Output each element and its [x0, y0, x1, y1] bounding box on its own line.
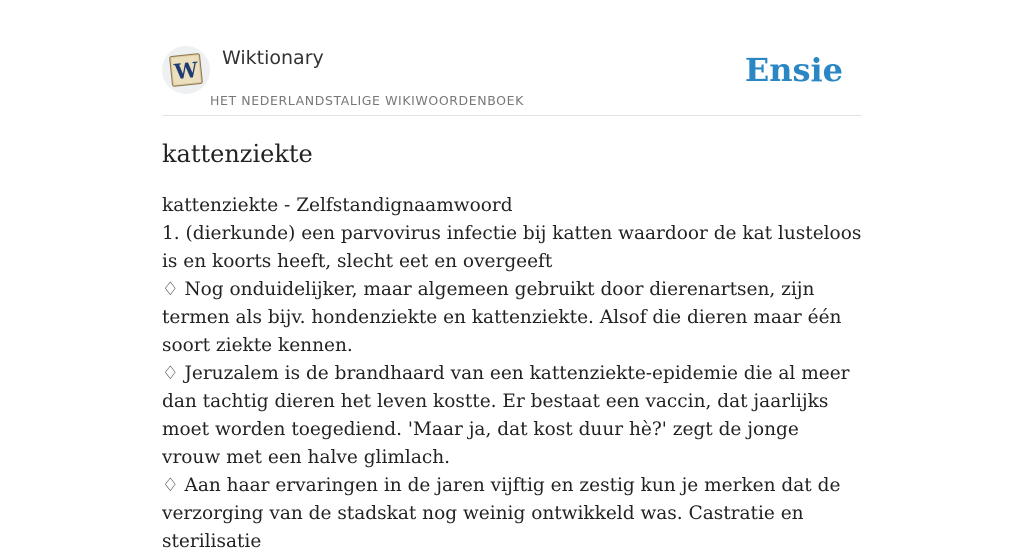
page-title: kattenziekte — [162, 140, 313, 168]
site-subtitle: HET NEDERLANDSTALIGE WIKIWOORDENBOEK — [210, 93, 524, 108]
page — [162, 0, 862, 552]
example-sentence: ♢ Aan haar ervaringen in de jaren vijftig en zestig kun je merken dat de verzorging van de stadskat nog weinig ontwikkeld was. Castratie en sterilisatie — [162, 475, 841, 552]
brand-logo[interactable]: Ensie — [744, 51, 843, 89]
example-sentence: ♢ Jeruzalem is de brandhaard van een kattenziekte-epidemie die al meer dan tachtig dieren het leven kostte. Er bestaat een vaccin, dat jaarlijks moet worden toegediend. 'Maar ja, dat kost duur hè?' zegt de jonge vrouw met een halve glimlach. — [162, 363, 850, 468]
wiktionary-w-tile-icon — [162, 46, 210, 94]
example-sentence: ♢ Nog onduidelijker, maar algemeen gebruikt door dierenartsen, zijn termen als bijv. hondenziekte en kattenziekte. Alsof die dieren maar één soort ziekte kennen. — [162, 279, 842, 356]
entry-definition: 1. (dierkunde) een parvovirus infectie bij katten waardoor de kat lusteloos is en koorts heeft, slecht eet en overgeeft — [162, 223, 862, 272]
site-logo[interactable] — [162, 46, 210, 94]
site-name[interactable]: Wiktionary — [222, 47, 324, 69]
logo-letter: W — [173, 56, 200, 85]
entry-body — [162, 192, 862, 556]
header-divider — [162, 115, 862, 116]
entry-heading: kattenziekte - Zelfstandignaamwoord — [162, 195, 513, 216]
